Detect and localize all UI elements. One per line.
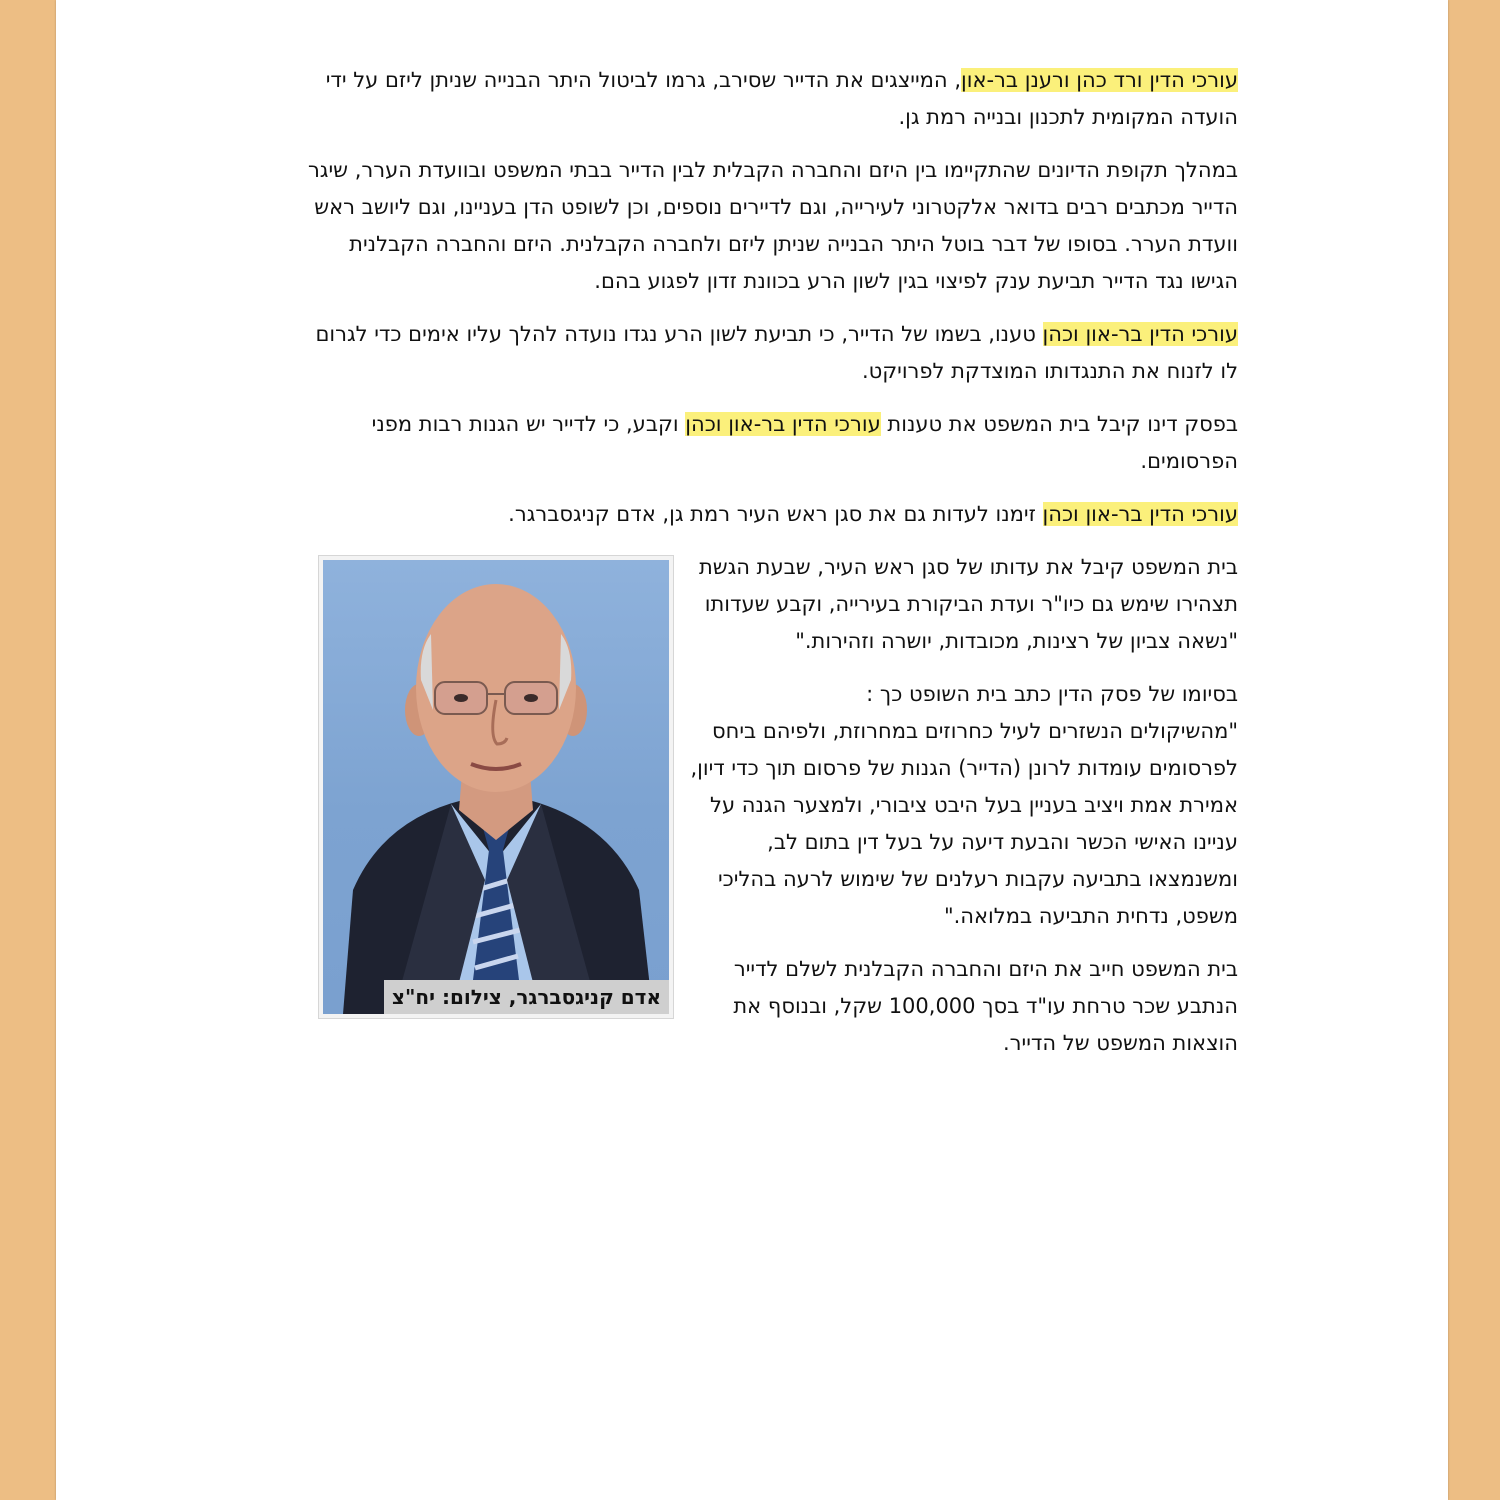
- paragraph-2: במהלך תקופת הדיונים שהתקיימו בין היזם והחברה הקבלית לבין הדייר בבתי המשפט ובוועדת הערר, שיגר הדייר מכתבים רבים בדואר אלקטרוני לעירייה, וגם לדיירים נוספים, וכן לשופט הדן בעניינו, וגם ליושב ראש וועדת הערר. בסופו של דבר בוטל היתר הבנייה שניתן ליזם ולחברה הקבלנית. היזם והחברה הקבלנית הגישו נגד הדייר תביעת ענק לפיצוי בגין לשון הרע בכוונת זדון לפגוע בהם.: [307, 158, 1238, 293]
- paragraph-1: [296, 62, 1238, 136]
- paragraph-5: [296, 496, 1238, 533]
- paragraph-6: בית המשפט קיבל את עדותו של סגן ראש העיר, שבעת הגשת תצהירו שימש גם כיו"ר ועדת הביקורת בעירייה, וקבע שעדותו "נשאה צביון של רצינות, מכובדות, יושרה וזהירות.": [698, 555, 1238, 653]
- portrait-photo-frame: [318, 555, 674, 1019]
- document-page: [56, 0, 1448, 1500]
- paragraph-3: [296, 316, 1238, 390]
- photo-section: [296, 549, 1238, 1078]
- paragraph-5-text: זימנו לעדות גם את סגן ראש העיר רמת גן, אדם קניגסברגר.: [508, 502, 1043, 526]
- paragraph-4: [296, 406, 1238, 480]
- portrait-illustration: [323, 560, 669, 1014]
- paragraph-7-intro: בסיומו של פסק הדין כתב בית השופט כך :: [866, 682, 1238, 706]
- paragraph-3-text: טענו, בשמו של הדייר, כי תביעת לשון הרע נגדו נועדה להלך עליו אימים כדי לגרום לו לזנוח את התנגדותו המוצדקת לפרויקט.: [315, 322, 1238, 383]
- paragraph-1-text: , המייצגים את הדייר שסירב, גרמו לביטול היתר הבנייה שניתן ליזם על ידי הועדה המקומית לתכנון ובנייה רמת גן.: [325, 68, 1238, 129]
- photo-caption: אדם קניגסברגר, צילום: יח"צ: [384, 980, 669, 1014]
- highlight-lawyers-1: עורכי הדין ורד כהן ורענן בר-און: [961, 68, 1238, 92]
- court-quote: "מהשיקולים הנשזרים לעיל כחרוזים במחרוזת, ולפיהם ביחס לפרסומים עומדות לרונן (הדייר) הגנות של פרסום תוך כדי דיון, אמירת אמת ויציב בעניין בעל היבט ציבורי, ולמצער הגנה על עניינו האישי הכשר והבעת דיעה על בעל דין בתום לב, ומשנמצאו בתביעה עקבות רעלנים של שימוש לרעה בהליכי משפט, נדחית התביעה במלואה.": [690, 719, 1238, 928]
- paragraph-4-text-after: וקבע, כי לדייר יש הגנות רבות מפני הפרסומים.: [371, 412, 1238, 473]
- portrait-photo: [323, 560, 669, 1014]
- highlight-lawyers-4: עורכי הדין בר-און וכהן: [1042, 502, 1238, 526]
- paragraph-4-text-before: בפסק דינו קיבל בית המשפט את טענות: [880, 412, 1238, 436]
- highlight-lawyers-2: עורכי הדין בר-און וכהן: [1042, 322, 1238, 346]
- article-body: [296, 62, 1238, 1078]
- paragraph-8: בית המשפט חייב את היזם והחברה הקבלנית לשלם לדייר הנתבע שכר טרחת עו"ד בסך 100,000 שקל, ובנוסף את הוצאות המשפט של הדייר.: [733, 957, 1238, 1055]
- highlight-lawyers-3: עורכי הדין בר-און וכהן: [685, 412, 881, 436]
